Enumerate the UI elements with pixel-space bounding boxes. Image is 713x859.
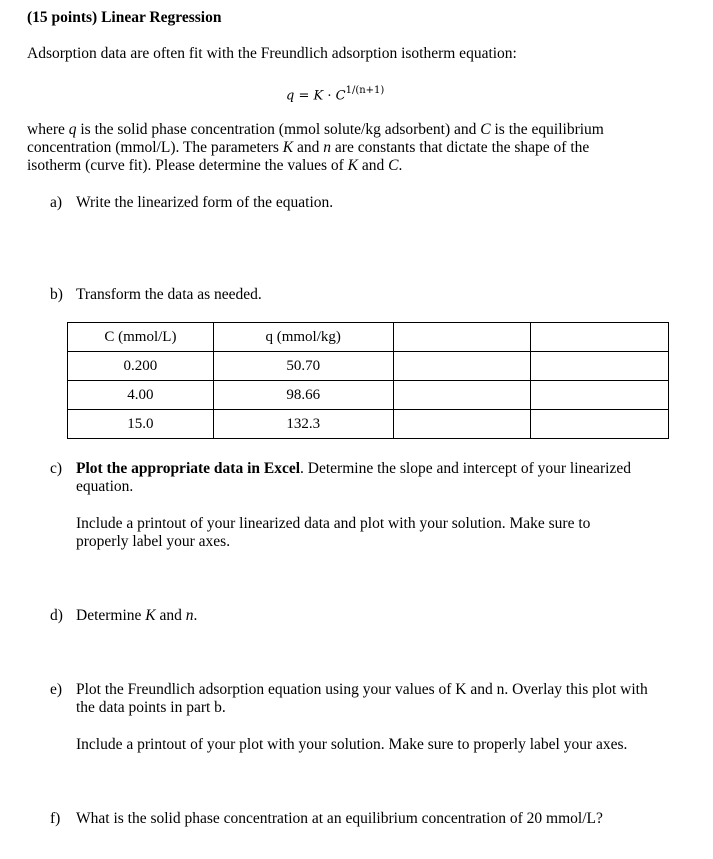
table-header-cell (531, 323, 669, 352)
question-a-label: a) (50, 194, 63, 211)
var-n: n (185, 607, 194, 624)
table-header-cell: q (mmol/kg) (213, 323, 393, 352)
question-d-and: and (155, 607, 186, 624)
question-e-text: Plot the Freundlich adsorption equation using your values of K and n. Overlay this plot with the data points in part b. (76, 681, 648, 716)
question-b-text: Transform the data as needed. (76, 286, 262, 303)
table-cell (393, 381, 531, 410)
var-k: K (282, 139, 294, 156)
page-title: (15 points) Linear Regression (27, 9, 222, 26)
question-c-rest: . Determine the slope and intercept of your linearized equation. (76, 460, 631, 495)
question-f-text: What is the solid phase concentration at an equilibrium concentration of 20 mmol/L? (76, 810, 603, 827)
desc-text: . (398, 157, 403, 174)
table-row (68, 410, 669, 439)
table-header-cell (393, 323, 531, 352)
desc-text: where (27, 121, 69, 138)
question-d-end: . (193, 607, 198, 624)
table-cell (531, 410, 669, 439)
desc-text: and (293, 139, 324, 156)
question-d-label: d) (50, 607, 63, 624)
question-c-label: c) (50, 460, 63, 477)
question-d-text (76, 607, 676, 625)
eq-exponent: 1/(n+1) (345, 85, 385, 96)
var-n: n (323, 139, 332, 156)
var-c: C (388, 157, 399, 174)
data-table (67, 322, 669, 439)
table-cell: 15.0 (68, 410, 214, 439)
table-cell (531, 381, 669, 410)
intro-text: Adsorption data are often fit with the Freundlich adsorption isotherm equation: (27, 45, 517, 62)
table-cell: 0.200 (68, 352, 214, 381)
table-row (68, 352, 669, 381)
freundlich-equation (286, 86, 384, 103)
var-k: K (347, 157, 358, 174)
eq-q: q (286, 88, 295, 104)
question-b-label: b) (50, 286, 63, 303)
eq-dot: · (327, 88, 332, 104)
var-k: K (145, 607, 156, 624)
table-cell: 4.00 (68, 381, 214, 410)
table-header-cell: C (mmol/L) (68, 323, 214, 352)
desc-text: is the solid phase concentration (mmol solute/kg adsorbent) and (76, 121, 481, 138)
var-c: C (480, 121, 491, 138)
var-q: q (68, 121, 77, 138)
desc-text: is the equilibrium concentration (mmol/L). The parameters (27, 121, 604, 156)
table-cell: 50.70 (213, 352, 393, 381)
description-paragraph (27, 121, 637, 175)
eq-k: K (313, 88, 324, 104)
table-header-row (68, 323, 669, 352)
question-a-text: Write the linearized form of the equation. (76, 194, 334, 211)
question-e-label: e) (50, 681, 63, 698)
question-c-bold: Plot the appropriate data in Excel (76, 460, 301, 477)
table-row (68, 381, 669, 410)
question-d-lead: Determine (76, 607, 146, 624)
question-e-text2: Include a printout of your plot with your solution. Make sure to properly label your axes. (76, 736, 628, 753)
desc-text: and (358, 157, 389, 174)
desc-text: are constants that dictate the shape of the isotherm (curve fit). Please determine the values of (27, 139, 590, 174)
table-cell (393, 352, 531, 381)
question-c-text (76, 460, 666, 496)
question-c-text2: Include a printout of your linearized data and plot with your solution. Make sure to properly label your axes. (76, 515, 591, 550)
table-cell: 98.66 (213, 381, 393, 410)
table-cell (531, 352, 669, 381)
eq-c: C (335, 88, 346, 104)
table-cell: 132.3 (213, 410, 393, 439)
question-f-label: f) (50, 810, 61, 827)
table-cell (393, 410, 531, 439)
eq-equals: = (298, 88, 310, 104)
